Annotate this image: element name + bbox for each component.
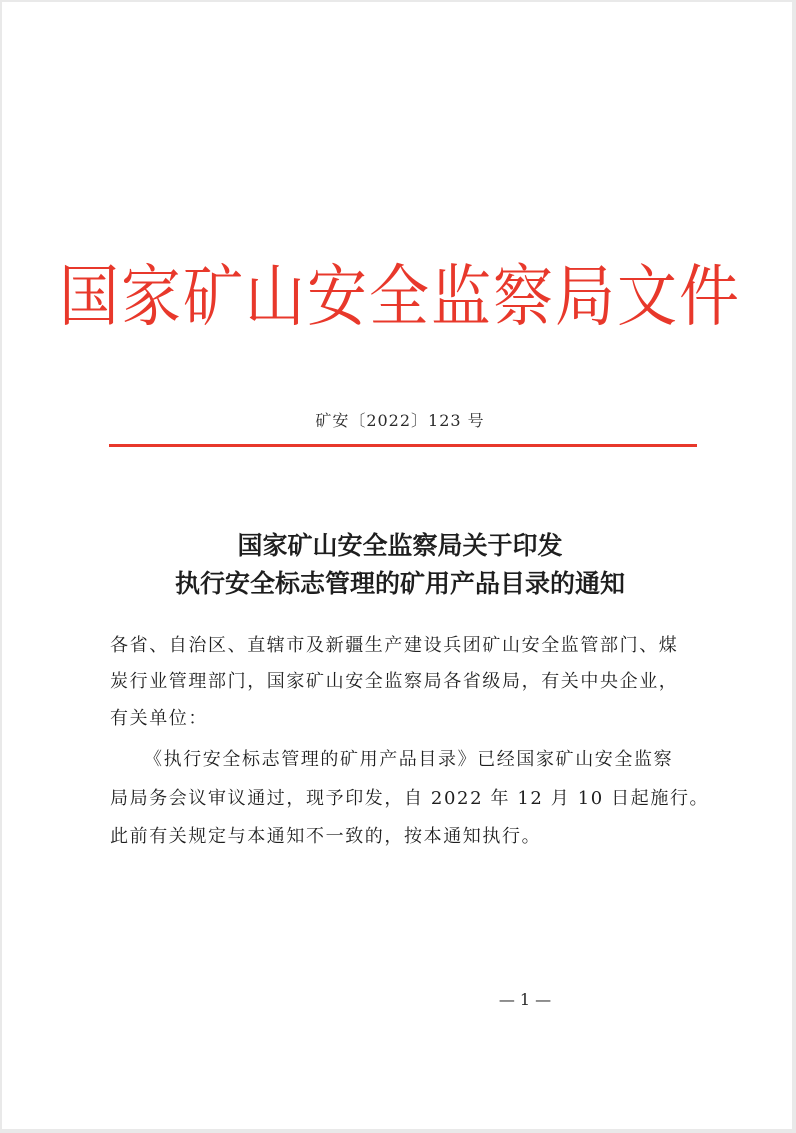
notice-title-line-2: 执行安全标志管理的矿用产品目录的通知 bbox=[174, 569, 625, 598]
body-paragraph-line-3: 此前有关规定与本通知不一致的，按本通知执行。 bbox=[110, 826, 542, 847]
page-number: — 1 — bbox=[498, 990, 552, 1009]
masthead-title: 国家矿山安全监察局文件 bbox=[59, 257, 741, 337]
addressee-line-1: 各省、自治区、直辖市及新疆生产建设兵团矿山安全监管部门、煤 bbox=[110, 635, 679, 656]
addressee-line-3: 有关单位： bbox=[110, 708, 208, 729]
document-page bbox=[2, 2, 792, 1129]
notice-title-line-1: 国家矿山安全监察局关于印发 bbox=[237, 531, 563, 560]
document-number: 矿安〔2022〕123 号 bbox=[315, 411, 485, 430]
body-paragraph-line-2: 局局务会议审议通过，现予印发，自 2022 年 12 月 10 日起施行。 bbox=[110, 788, 710, 809]
body-paragraph-line-1: 《执行安全标志管理的矿用产品目录》已经国家矿山安全监察 bbox=[144, 749, 674, 770]
addressee-line-2: 炭行业管理部门，国家矿山安全监察局各省级局，有关中央企业， bbox=[110, 671, 679, 692]
red-divider-line bbox=[109, 444, 697, 447]
